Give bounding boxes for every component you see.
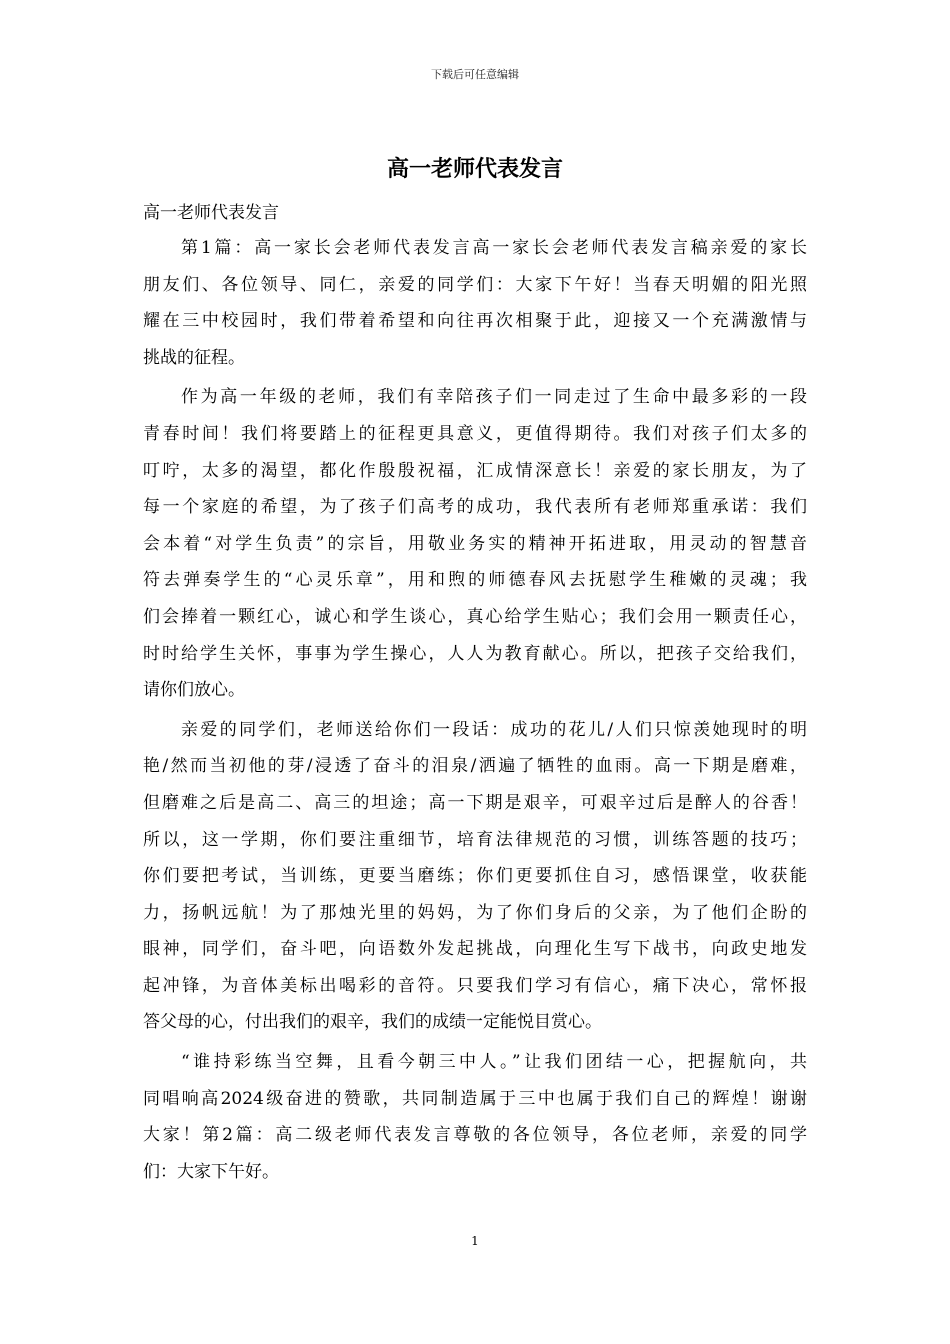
paragraph-line: 作为高一年级的老师，我们有幸陪孩子们一同走过了生命中最多彩的一段 <box>181 387 807 408</box>
paragraph-line: 请你们放心。 <box>143 680 245 701</box>
paragraph <box>143 230 807 376</box>
page-header: 下载后可任意编辑 <box>431 68 519 81</box>
paragraph-line: 第1篇：高一家长会老师代表发言高一家长会老师代表发言稿亲爱的家长 <box>181 238 807 258</box>
paragraph-line: 叮咛，太多的渴望，都化作殷殷祝福，汇成情深意长！亲爱的家长朋友，为了 <box>143 460 807 481</box>
paragraph-line: 答父母的心，付出我们的艰辛，我们的成绩一定能悦目赏心。 <box>143 1012 602 1033</box>
paragraph-line: 青春时间！我们将要踏上的征程更具意义，更值得期待。我们对孩子们太多的 <box>143 423 807 444</box>
paragraph-line: 们：大家下午好。 <box>143 1161 279 1182</box>
paragraph-line: 力，扬帆远航！为了那烛光里的妈妈，为了你们身后的父亲，为了他们企盼的 <box>143 902 807 923</box>
document-subtitle: 高一老师代表发言 <box>143 203 279 223</box>
paragraph-line: 但磨难之后是高二、高三的坦途；高一下期是艰辛，可艰辛过后是醉人的谷香！ <box>143 792 807 813</box>
paragraph-line: 耀在三中校园时，我们带着希望和向往再次相聚于此，迎接又一个充满激情与 <box>143 311 807 332</box>
paragraph <box>143 1044 807 1190</box>
paragraph <box>143 379 807 708</box>
paragraph-line: 符去弹奏学生的“心灵乐章”，用和煦的师德春风去抚慰学生稚嫩的灵魂；我 <box>143 570 807 591</box>
paragraph-line: 大家！第2篇：高二级老师代表发言尊敬的各位领导，各位老师，亲爱的同学 <box>143 1125 807 1146</box>
document-title: 高一老师代表发言 <box>386 156 563 182</box>
page-number: 1 <box>471 1234 479 1248</box>
paragraph <box>143 712 807 1041</box>
paragraph-line: 起冲锋，为音体美标出喝彩的音符。只要我们学习有信心，痛下决心，常怀报 <box>143 975 807 996</box>
paragraph-line: 眼神，同学们，奋斗吧，向语数外发起挑战，向理化生写下战书，向政史地发 <box>143 939 807 960</box>
paragraph-line: 朋友们、各位领导、同仁，亲爱的同学们：大家下午好！当春天明媚的阳光照 <box>143 274 807 295</box>
paragraph-line: “谁持彩练当空舞，且看今朝三中人。”让我们团结一心，把握航向，共 <box>181 1052 807 1073</box>
paragraph-line: 艳/然而当初他的芽/浸透了奋斗的泪泉/洒遍了牺牲的血雨。高一下期是磨难， <box>143 756 807 777</box>
document-body <box>143 199 807 1190</box>
paragraph-list <box>143 230 807 1190</box>
paragraph-line: 你们要把考试，当训练，更要当磨练；你们更要抓住自习，感悟课堂，收获能 <box>143 866 807 887</box>
paragraph-line: 时时给学生关怀，事事为学生操心，人人为教育献心。所以，把孩子交给我们， <box>143 643 807 664</box>
paragraph-line: 会本着“对学生负责”的宗旨，用敬业务实的精神开拓进取，用灵动的智慧音 <box>143 533 807 554</box>
paragraph-line: 挑战的征程。 <box>143 347 245 368</box>
paragraph-line: 们会捧着一颗红心，诚心和学生谈心，真心给学生贴心；我们会用一颗责任心， <box>143 606 807 627</box>
paragraph-line: 亲爱的同学们，老师送给你们一段话：成功的花儿/人们只惊羡她现时的明 <box>181 719 807 740</box>
paragraph-line: 所以，这一学期，你们要注重细节，培育法律规范的习惯，训练答题的技巧； <box>143 829 807 850</box>
paragraph-line: 每一个家庭的希望，为了孩子们高考的成功，我代表所有老师郑重承诺：我们 <box>143 497 807 518</box>
paragraph-line: 同唱响高2024级奋进的赞歌，共同制造属于三中也属于我们自己的辉煌！谢谢 <box>143 1088 807 1109</box>
